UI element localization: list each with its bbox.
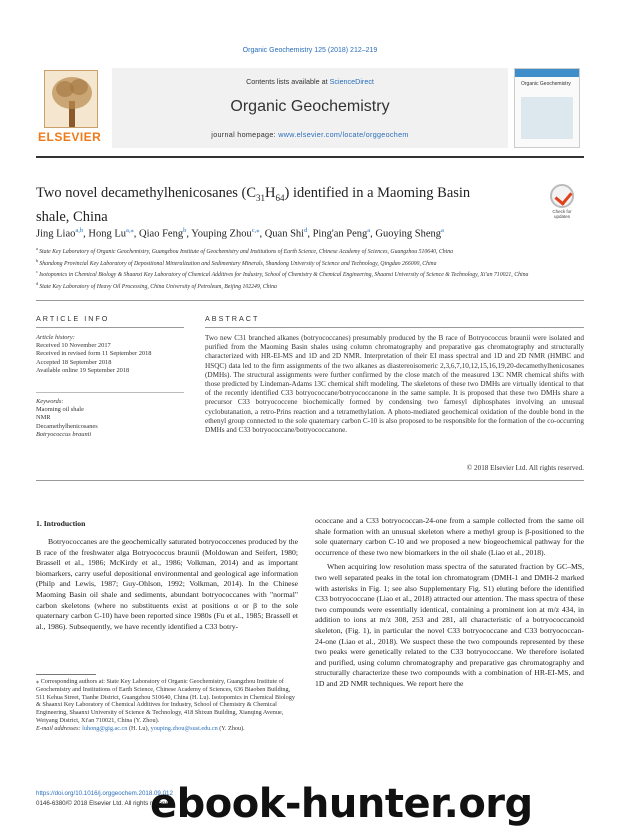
author-name[interactable]: Youping Zhou — [191, 228, 252, 240]
affiliations — [36, 245, 584, 291]
journal-reference[interactable]: Organic Geochemistry 125 (2018) 212–219 — [242, 47, 378, 54]
masthead-divider — [36, 156, 584, 158]
issn-line: 0146-6380/© 2018 Elsevier Ltd. All rights reserved. — [36, 800, 176, 807]
elsevier-tree-icon — [44, 70, 98, 128]
email-link-lu[interactable]: luhong@gig.ac.cn — [82, 724, 128, 732]
corresponding-author-footnote — [36, 678, 298, 733]
affiliation-item — [36, 245, 584, 257]
keywords-divider — [36, 392, 184, 393]
cover-bar — [515, 69, 579, 77]
email-who-lu: (H. Lu), — [127, 724, 151, 732]
history-online: Available online 19 September 2018 — [36, 366, 130, 374]
contents-prefix: Contents lists available at — [246, 77, 330, 86]
author-name[interactable]: Qiao Feng — [139, 228, 184, 240]
keywords — [36, 398, 184, 439]
email-label: E-mail addresses: — [36, 724, 83, 732]
journal-cover-thumbnail[interactable] — [514, 68, 580, 148]
author-name[interactable]: Hong Lu — [88, 228, 127, 240]
homepage-prefix: journal homepage: — [211, 130, 279, 139]
body-column-right — [315, 516, 584, 690]
cover-title: Organic Geochemistry — [521, 81, 571, 87]
history-label: Article history: — [36, 334, 75, 341]
homepage-line — [112, 130, 508, 139]
elsevier-logo[interactable] — [36, 68, 106, 148]
masthead — [36, 68, 584, 154]
email-link-zhou[interactable]: youping.zhou@sust.edu.cn — [150, 724, 218, 732]
author-affiliation-marker[interactable]: d — [304, 227, 308, 234]
journal-title: Organic Geochemistry — [230, 98, 390, 115]
author-list: Jing Liao$^{a,b}$, Hong $Lu^{a,⁎}$, Qiao Feng$^b$, Youping Zhou$^{c,⁎}$, Quan Shi$^d$, Ping'an Peng$^a$, Guoying Sheng$^a$ — [36, 227, 444, 240]
author-affiliation-marker[interactable]: c,⁎ — [251, 227, 260, 234]
author-affiliation-marker[interactable]: a,⁎ — [126, 227, 134, 234]
author-affiliation-marker[interactable]: a,b — [75, 227, 84, 234]
author-affiliation-marker[interactable]: b — [183, 227, 187, 234]
intro-paragraph-2: ococcane and a C33 botryococcan-24-one from a sample collected from the same oil shale formation with an unusual skeleton where a methyl group is β-positioned to the sole quaternary carbon C-10 and we proposed a new biogeochemical pathway for the occurrence of these two new biomarkers in the oil shale (Liao et al., 2018). — [315, 516, 584, 557]
author-name[interactable]: Guoying Sheng — [375, 228, 442, 240]
author-name[interactable]: Quan Shi — [264, 228, 305, 240]
check-for-updates-badge[interactable] — [545, 184, 579, 218]
history-received: Received 10 November 2017 — [36, 342, 111, 350]
keyword-item: NMR — [36, 414, 51, 422]
affiliation-item — [36, 280, 584, 292]
affiliation-text: State Key Laboratory of Heavy Oil Processing, China University of Petroleum, Beijing 102249, China — [39, 283, 277, 290]
footnote-text: ⁎ Corresponding authors at: State Key Laboratory of Organic Geochemistry, Guangzhou Institute of Geochemistry and Institutions of Earth Science, Chinese Academy of Sciences, 636 Biaoben Building, 511 Kehua Street, Tianhe District, Guangzhou 510640, China (H. Lu). Isotopomics in Chemical Biology & Shaanxi Key Laboratory of Chemical Additives for Industry, School of Chemistry & Chemical Engineering, Shaanxi University of Science & Technology, 418 Shixun Building, Xianqing Avenue, Weiyang District, Xi'an 710021, China (Y. Zhou). — [36, 678, 295, 724]
body-column-left — [36, 537, 298, 632]
affiliation-marker: d — [36, 280, 40, 286]
article-title: Two novel decamethylhenicosanes $(C_{31}H_{64})$ identified in a Maoming Basin shale, China — [36, 185, 471, 225]
author-name[interactable]: Ping'an Peng — [312, 228, 368, 240]
affiliation-marker: a — [36, 246, 40, 251]
sciencedirect-link[interactable]: ScienceDirect — [329, 77, 374, 86]
author-affiliation-marker[interactable]: a — [367, 227, 371, 234]
footnote-rule — [36, 674, 96, 675]
masthead-banner — [112, 68, 508, 148]
check-icon — [550, 184, 574, 208]
elsevier-wordmark: ELSEVIER — [38, 130, 102, 144]
author-name[interactable]: Jing Liao — [36, 228, 76, 240]
affiliation-text: Shandong Provincial Key Laboratory of Depositional Mineralization and Sedimentary Minerals, Shandong University of Science and Technology, Qingdao 266000, China — [39, 260, 437, 267]
check-updates-label: Check for updates — [552, 209, 572, 219]
history-revised: Received in revised form 11 September 2018 — [36, 350, 152, 358]
affiliation-item — [36, 257, 584, 269]
affiliation-marker: c — [36, 269, 40, 275]
email-who-zhou: (Y. Zhou). — [217, 724, 245, 732]
affiliation-text: Isotopomics in Chemical Biology & Shaanxi Key Laboratory of Chemical Additives for Industry, School of Chemistry & Chemical Engineering, Shaanxi University of Science & Technology, Xi'an 710021, China — [39, 271, 529, 278]
keyword-item: Decamethylhenicosanes — [36, 422, 98, 430]
history-accepted: Accepted 18 September 2018 — [36, 358, 112, 366]
introduction-heading: 1. Introduction — [36, 519, 86, 528]
keywords-label: Keywords: — [36, 398, 64, 405]
abstract-body: Two new C31 branched alkanes (botryococcanes) presumably produced by the B race of Botryococcus braunii were isolated and purified from the Maoming Basin shales using column chromatography and preparative gas chromatography and structurally characterized with HR-EI-MS and 1D and 2D NMR. Interpretation of their EI mass spectral and 1D and 2D NMR (HMBC and HSQC) data led to the firm assignments of the two alkanes as diastereoisomeric 2,3,6,7,10,12,15,16,19,20-decamethylhenicosanes (DMHs). The structural assignments were further confirmed by the close match of the measured 13C NMR chemical shifts with those predicted by Lindeman-Adams 13C chemical shift modeling. The skeletons of these two DMHs are virtually identical to that of the recently identified C33 botryococcane/botryococcanone in the same sample. It is proposed that these two DMHs share a precursor C33 botryococcene biochemically formed by condensing two farnesyl diphosphates involving an unusual cyclobutanation, a retro-Prins reaction and a tetramethylation. A photo-mediated geochemical oxidation of the double bond in the ethenyl group connected to the sole quaternary carbon C-10 is also proposed to be responsible for the formation of the co-occurring DMHs and C33 botryococcane/botryococcanone. — [205, 334, 584, 435]
keyword-item: Botryococcus braunii — [36, 430, 92, 438]
contents-line — [112, 77, 508, 86]
article-info-rule — [36, 327, 184, 328]
affiliation-marker: b — [36, 257, 40, 263]
abstract-copyright: © 2018 Elsevier Ltd. All rights reserved. — [466, 464, 584, 472]
keyword-item: Maoming oil shale — [36, 406, 84, 414]
cover-image — [521, 97, 573, 139]
intro-paragraph-3: When acquiring low resolution mass spectra of the saturated fraction by GC–MS, two well separated peaks in the total ion chromatogram (DMH-1 and DMH-2 marked with asterisks in Fig. 1; see also Supplementary Fig. S1) eluting before the identified C33 botryococcane (Liao et al., 2018) attracted our attention. The mass spectra of these two compounds were essentially identical, containing a prominent ion at m/z 434, in addition to ions at m/z 308, 253 and 281, all characteristic of a botryococcanoid skeleton, (Fig. 1), in particular the novel C33 botryococcane and C33 botryococcan-24-one (Liao et al., 2018). We suspect these the two compounds represented by these two peaks were genetically related to the C33 botryococcane. We therefore isolated and purified, using column chromatography and preparative gas chromatography and structurally characterize these two compounds with a combination of HR-EI-MS, and 1D and 2D NMR techniques. We report here the — [315, 562, 584, 688]
affiliation-text: State Key Laboratory of Organic Geochemistry, Guangzhou Institute of Geochemistry and Institutions of Earth Science, Chinese Academy of Sciences, Guangzhou 510640, China — [39, 248, 454, 255]
abstract-rule-top — [205, 327, 584, 328]
affiliations-divider — [36, 300, 584, 301]
intro-paragraph-1: Botryococcanes are the geochemically saturated botryococcenes produced by the B race of the freshwater alga Botryococcus braunii (Moldowan and Seifert, 1980; Brassell et al., 1986; McKirdy et al., 1986; Volkman, 2014) and as important biomarkers, carry useful depositional environmental and geological age information (Philp and Lewis, 1987; Guy-Ohlson, 1992; Volkman, 2014). In the Chinese Maoming Basin oil shale and sediments, abundant botryococcanes with "normal" carbon skeletons (where no substituents exist at positions α or β to the sole quaternary carbon C-10) have been reported since 1980s (Fu et al., 1985; Brassell et al., 1986). Subsequently, we have recently identified a C33 botry- — [36, 537, 298, 631]
article-info-heading: ARTICLE INFO — [36, 314, 110, 323]
abstract-rule-bottom — [36, 480, 584, 481]
author-affiliation-marker[interactable]: a — [441, 227, 444, 234]
article-history — [36, 334, 184, 375]
doi-link[interactable]: https://doi.org/10.1016/j.orggeochem.2018.09.012 — [36, 790, 173, 797]
affiliation-item — [36, 268, 584, 280]
homepage-link[interactable]: www.elsevier.com/locate/orggeochem — [278, 130, 409, 139]
watermark-text: ebook-hunter.org — [150, 781, 533, 827]
abstract-heading: ABSTRACT — [205, 314, 260, 323]
